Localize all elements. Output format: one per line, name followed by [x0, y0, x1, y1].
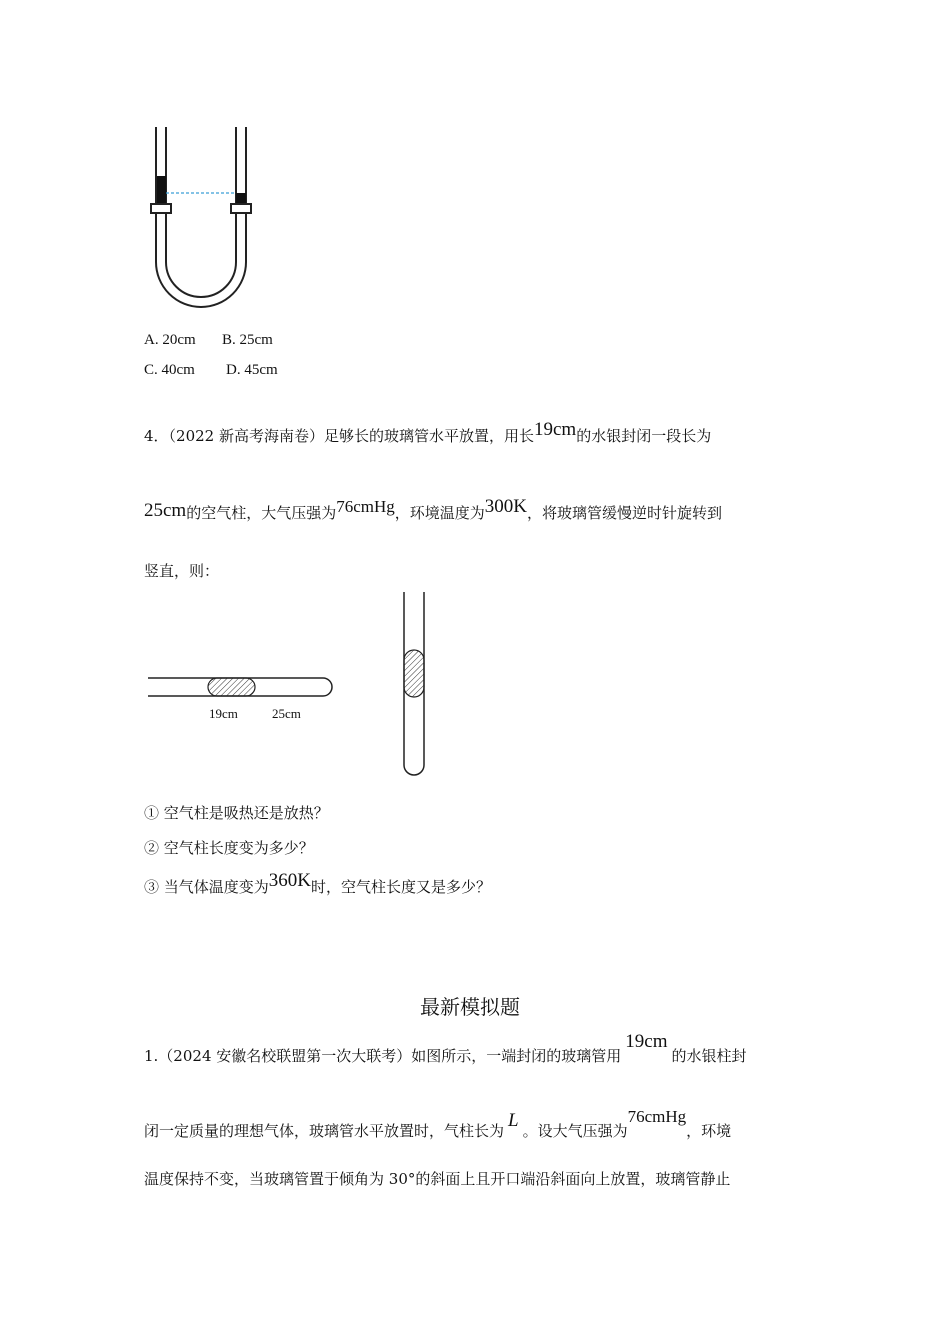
figure-label-mercury: 19cm	[209, 706, 238, 721]
q4-sub-question-2: ② 空气柱长度变为多少？	[144, 839, 314, 857]
q4-sub-question-1: ① 空气柱是吸热还是放热？	[144, 804, 329, 822]
figure-label-air: 25cm	[272, 706, 301, 721]
option-b: B. 25cm	[222, 332, 273, 348]
sim1-line-3: 温度保持不变，当玻璃管置于倾角为 30°的斜面上且开口端沿斜面向上放置，玻璃管静止	[144, 1170, 731, 1188]
q4-mercury-length: 19cm	[534, 419, 577, 440]
section-title: 最新模拟题	[420, 995, 520, 1019]
option-c: C. 40cm	[144, 362, 195, 378]
option-a: A. 20cm	[144, 332, 196, 348]
vertical-mercury	[404, 650, 424, 697]
sim1-line-1: 1.（2024 安徽名校联盟第一次大联考）如图所示，一端封闭的玻璃管用19cm的水银柱封	[144, 1031, 747, 1065]
sim1-line-2: 闭一定质量的理想气体，玻璃管水平放置时，气柱长为 L 。设大气压强为76cmHg，环境	[144, 1107, 732, 1140]
q4-sub-question-3: ③ 当气体温度变为360K时，空气柱长度又是多少？	[144, 870, 492, 896]
q4-line-2: 25cm的空气柱，大气压强为76cmHg，环境温度为300K，将玻璃管缓慢逆时针旋转到	[144, 496, 723, 522]
horizontal-mercury	[208, 678, 255, 696]
q4-line-1: 4．（2022 新高考海南卷）足够长的玻璃管水平放置，用长19cm的水银封闭一段长为	[144, 419, 712, 445]
option-d: D. 45cm	[226, 362, 278, 378]
q4-line-3: 竖直，则：	[144, 562, 220, 580]
